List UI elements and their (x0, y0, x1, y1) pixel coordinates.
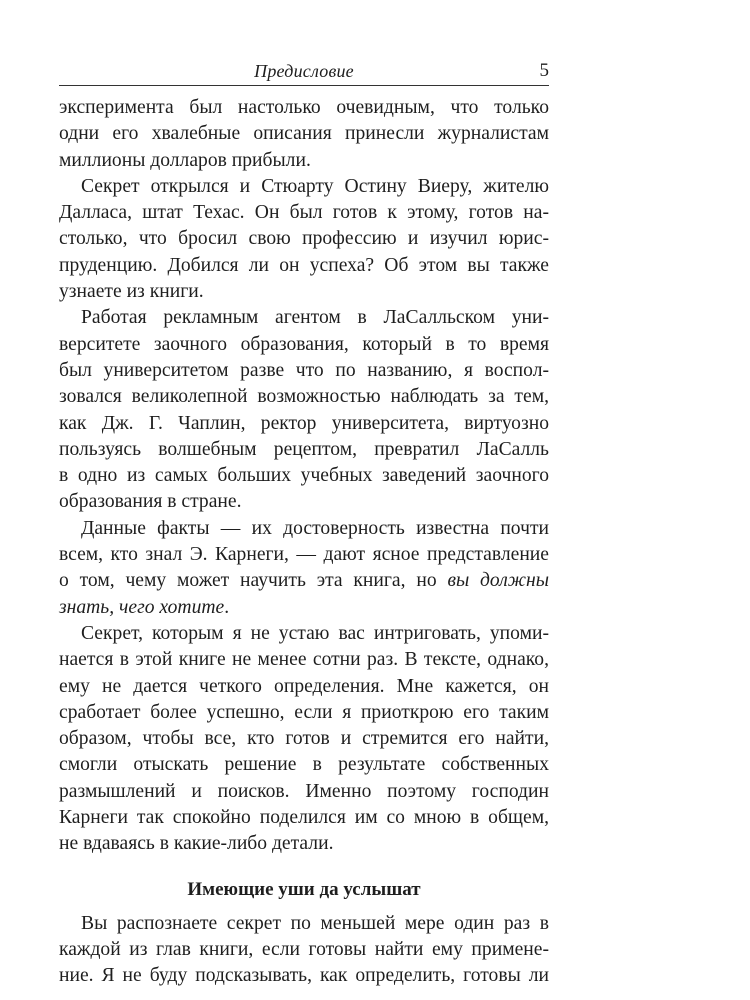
text-line: Секрет открылся и Стюарту Остину Виеру, жителю (81, 175, 549, 197)
text-line: всем, кто знал Э. Карнеги, — дают ясное представление (59, 544, 549, 566)
text-line (59, 568, 549, 594)
body-text (59, 95, 549, 990)
text-line: Секрет, которым я не устаю вас интриговать, упоми- (81, 622, 549, 644)
text-line: в одно из самых больших учебных заведений заочного (59, 465, 549, 487)
paragraph (59, 911, 549, 990)
paragraph (59, 621, 549, 858)
text-line: размышлений и поисков. Именно поэтому господин (59, 780, 549, 802)
text-line: Работая рекламным агентом в ЛаСалльском уни- (81, 307, 549, 329)
text-line: эксперимента был настолько очевидным, что только (59, 97, 549, 118)
paragraph (59, 305, 549, 515)
text-line: Далласа, штат Техас. Он был готов к этому, готов на- (59, 202, 549, 224)
text-line: верситете заочного образования, который в то время (59, 333, 549, 355)
text-line: зовался великолепной возможностью наблюдать за тем, (59, 386, 549, 408)
text-line: был университетом разве что по названию, я воспол- (59, 359, 549, 381)
text-fragment: . (224, 596, 230, 618)
paragraph (59, 95, 549, 174)
text-line: Вы распознаете секрет по меньшей мере один раз в (81, 912, 549, 934)
running-title: Предисловие (254, 61, 354, 81)
text-line: образования в стране. (59, 491, 242, 513)
text-line: ние. Я не буду подсказывать, как определить, готовы ли (59, 965, 549, 987)
text-line: миллионы долларов прибыли. (59, 149, 311, 171)
emphasis-text: вы должны (447, 570, 550, 592)
text-fragment: о том, чему может научить эта книга, но (59, 570, 448, 592)
emphasis-text: знать, чего хотите (59, 596, 225, 618)
text-line: каждой из глав книги, если готовы найти ему примене- (59, 938, 549, 960)
paragraph (59, 174, 549, 305)
text-line: смогли отыскать решение в результате собственных (59, 754, 549, 776)
text-line: Данные факты — их достоверность известна почти (81, 517, 549, 539)
text-line: не вдаваясь в какие-либо детали. (59, 833, 334, 855)
text-line: Карнеги так спокойно поделился им со мною в общем, (59, 807, 549, 829)
text-line: образом, чтобы все, кто готов и стремится его найти, (59, 728, 549, 750)
text-line: столько, что бросил свою профессию и изучил юрис- (59, 228, 549, 250)
text-line: одни его хвалебные описания принесли журналистам (59, 123, 549, 145)
section-heading: Имеющие уши да услышат (187, 878, 421, 900)
text-line: нается в этой книге не менее сотни раз. В тексте, однако, (59, 649, 549, 671)
page-number: 5 (539, 60, 549, 81)
text-line: как Дж. Г. Чаплин, ректор университета, виртуозно (59, 412, 549, 434)
text-line (59, 595, 549, 621)
paragraph (59, 516, 549, 621)
text-line: ему не дается четкого определения. Мне кажется, он (59, 675, 549, 697)
text-line: сработает более успешно, если я приоткрою его таким (59, 701, 549, 723)
text-line: пруденцию. Добился ли он успеха? Об этом вы также (59, 254, 549, 276)
running-header (59, 60, 549, 86)
text-line: пользуясь волшебным рецептом, превратил ЛаСалль (59, 438, 549, 460)
text-line: узнаете из книги. (59, 281, 204, 303)
